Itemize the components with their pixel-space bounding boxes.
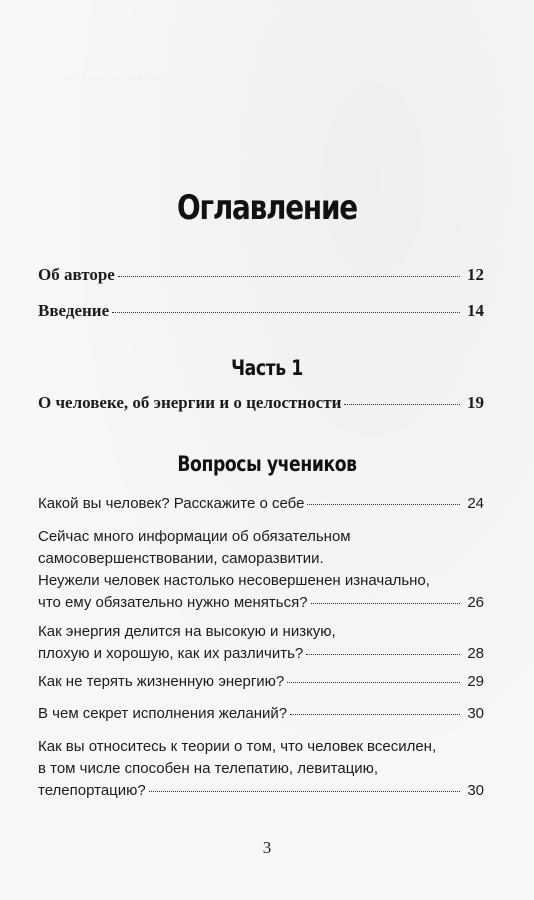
- toc-question-line: Как не терять жизненную энергию?: [38, 673, 285, 690]
- toc-question-line: плохую и хорошую, как их различить?: [38, 645, 304, 662]
- toc-question-line: Какой вы человек? Расскажите о себе: [38, 495, 305, 512]
- dot-leader: [149, 791, 460, 792]
- dot-leader: [112, 312, 460, 313]
- toc-entry-page: 28: [467, 645, 484, 662]
- toc-entry-page: 29: [467, 673, 484, 690]
- toc-question-5[interactable]: [38, 703, 484, 725]
- toc-entry-label: Об авторе: [38, 265, 115, 284]
- toc-question-6[interactable]: [38, 736, 484, 802]
- toc-question-line: самосовершенствовании, саморазвитии.: [38, 550, 324, 567]
- toc-entry-page: 26: [467, 594, 484, 611]
- toc-question-4[interactable]: [38, 671, 484, 693]
- dot-leader: [290, 714, 460, 715]
- toc-question-1[interactable]: [38, 493, 484, 515]
- page-number: 3: [262, 838, 272, 857]
- toc-entry-page: 30: [467, 782, 484, 799]
- toc-question-2[interactable]: [38, 526, 484, 614]
- toc-entry-page: 19: [467, 393, 484, 412]
- toc-entry-part-1[interactable]: [38, 392, 484, 414]
- dot-leader: [306, 654, 460, 655]
- toc-entry-page: 30: [467, 705, 484, 722]
- questions-heading: Вопросы учеников: [177, 452, 357, 476]
- toc-question-line: Неужели человек настолько несовершенен изначально,: [38, 572, 430, 589]
- dot-leader: [344, 404, 460, 405]
- toc-entry-label: О человеке, об энергии и о целостности: [38, 393, 342, 412]
- part-heading: Часть 1: [231, 356, 303, 380]
- toc-question-3[interactable]: [38, 621, 484, 665]
- toc-entry-about-author[interactable]: [38, 264, 484, 286]
- dot-leader: [287, 682, 460, 683]
- toc-question-line: Как энергия делится на высокую и низкую,: [38, 623, 336, 640]
- toc-entry-introduction[interactable]: [38, 300, 484, 322]
- toc-entry-page: 12: [467, 265, 484, 284]
- toc-question-line: что ему обязательно нужно меняться?: [38, 594, 308, 611]
- toc-question-line: В чем секрет исполнения желаний?: [38, 705, 288, 722]
- show-through-text: ··························: [60, 70, 173, 85]
- toc-entry-label: Введение: [38, 301, 110, 320]
- toc-entry-page: 24: [467, 495, 484, 512]
- toc-question-line: телепортацию?: [38, 782, 146, 799]
- dot-leader: [307, 504, 460, 505]
- toc-title: Оглавление: [177, 188, 357, 228]
- toc-question-line: Сейчас много информации об обязательном: [38, 528, 351, 545]
- toc-entry-page: 14: [467, 301, 484, 320]
- toc-question-line: Как вы относитесь к теории о том, что человек всесилен,: [38, 738, 437, 755]
- dot-leader: [311, 603, 460, 604]
- toc-question-line: в том числе способен на телепатию, левитацию,: [38, 760, 379, 777]
- dot-leader: [118, 276, 460, 277]
